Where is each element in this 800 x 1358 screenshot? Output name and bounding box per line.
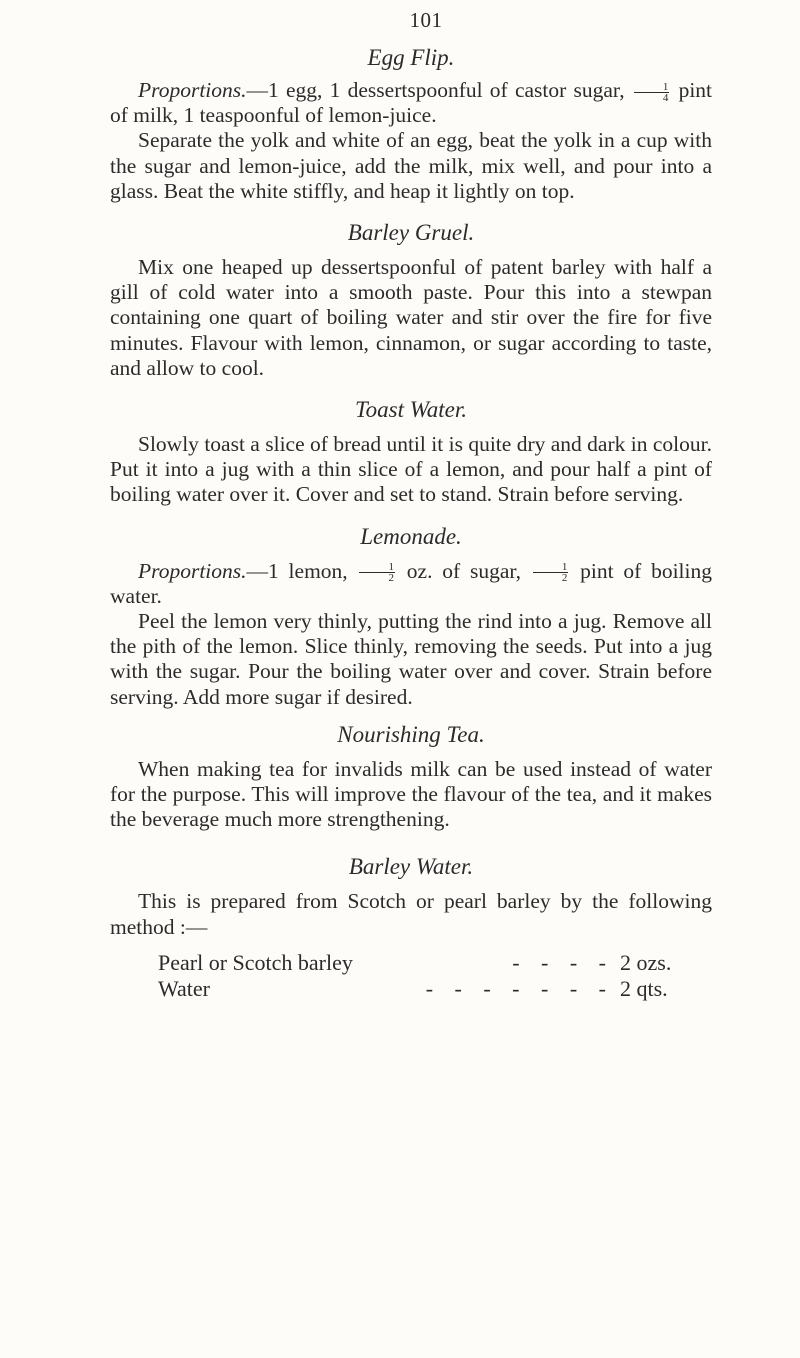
leader-dashes: - - - - - - - xyxy=(425,975,614,1001)
recipe-barley-gruel xyxy=(110,220,712,381)
recipe-title: Nourishing Tea. xyxy=(337,721,485,747)
recipe-title: Lemonade. xyxy=(360,523,462,549)
leader-dashes: - - - - xyxy=(512,949,614,975)
fraction xyxy=(359,562,395,583)
ingredient-quantity: 2 qts. xyxy=(620,975,668,1001)
fraction xyxy=(634,82,670,103)
proportions-label: Proportions. xyxy=(138,78,247,102)
proportions xyxy=(110,78,712,128)
ingredient-name: Water xyxy=(158,975,210,1001)
ingredient-name: Pearl or Scotch barley xyxy=(158,949,353,975)
recipe-nourishing-tea xyxy=(110,722,712,833)
method-paragraph: Slowly toast a slice of bread until it is quite dry and dark in colour. Put it into a jug with a thin slice of a lemon, and pour half a pint of boiling water over it. Cover and set to stand. Strain before serving. xyxy=(110,432,712,507)
proportions-text: —1 lemon, xyxy=(246,558,348,583)
recipe-title: Barley Water. xyxy=(348,854,474,880)
method-paragraph: Separate the yolk and white of an egg, beat the yolk in a cup with the sugar and lemon-juice, add the milk, mix well, and pour into a glass. Beat the white stiffly, and heap it lightly on top. xyxy=(110,128,712,203)
recipe-egg-flip xyxy=(110,45,712,204)
method-paragraph: When making tea for invalids milk can be used instead of water for the purpose. This will improve the flavour of the tea, and it makes the beverage much more strengthening. xyxy=(110,756,712,832)
proportions-text: —1 egg, 1 dessertspoonful of castor sugar, xyxy=(246,78,625,102)
fraction-denominator: 2 xyxy=(561,572,568,585)
recipe-toast-water xyxy=(110,397,712,508)
proportions-text: pint of boiling water. xyxy=(110,558,713,608)
fraction-denominator: 2 xyxy=(388,572,394,585)
recipe-title: Toast Water. xyxy=(354,397,468,423)
proportions xyxy=(110,559,712,609)
fraction xyxy=(533,562,569,583)
fraction-numerator: 1 xyxy=(533,562,569,573)
method-paragraph: Mix one heaped up dessertspoonful of patent barley with half a gill of cold water into a smooth paste. Pour this into a stewpan containing one quart of boiling water and stir over the fire for five minutes. Flavour with lemon, cinnamon, or sugar according to taste, and allow to cool. xyxy=(110,255,712,380)
recipe-barley-water xyxy=(110,854,712,1001)
ingredient-row xyxy=(158,976,712,1002)
proportions-label: Proportions. xyxy=(138,558,247,583)
proportions-text: oz. of sugar, xyxy=(406,558,522,583)
fraction-denominator: 4 xyxy=(662,91,669,104)
page-number: 101 xyxy=(409,8,443,32)
recipe-lemonade xyxy=(110,524,712,710)
proportions-text: pint of milk, 1 teaspoonful of lemon-juice. xyxy=(110,78,713,128)
fraction-numerator: 1 xyxy=(359,562,395,573)
recipe-title: Egg Flip. xyxy=(367,45,455,70)
recipe-title: Barley Gruel. xyxy=(347,220,475,246)
method-paragraph: This is prepared from Scotch or pearl barley by the following method :— xyxy=(110,889,712,939)
ingredient-row xyxy=(158,950,712,976)
ingredient-quantity: 2 ozs. xyxy=(620,949,672,975)
method-paragraph: Peel the lemon very thinly, putting the rind into a jug. Remove all the pith of the lemon. Slice thinly, removing the seeds. Put into a jug with the sugar. Pour the boiling water over and cover. Strain before serving. Add more sugar if desired. xyxy=(110,609,712,709)
fraction-numerator: 1 xyxy=(634,82,670,93)
ingredient-list xyxy=(158,950,712,1002)
